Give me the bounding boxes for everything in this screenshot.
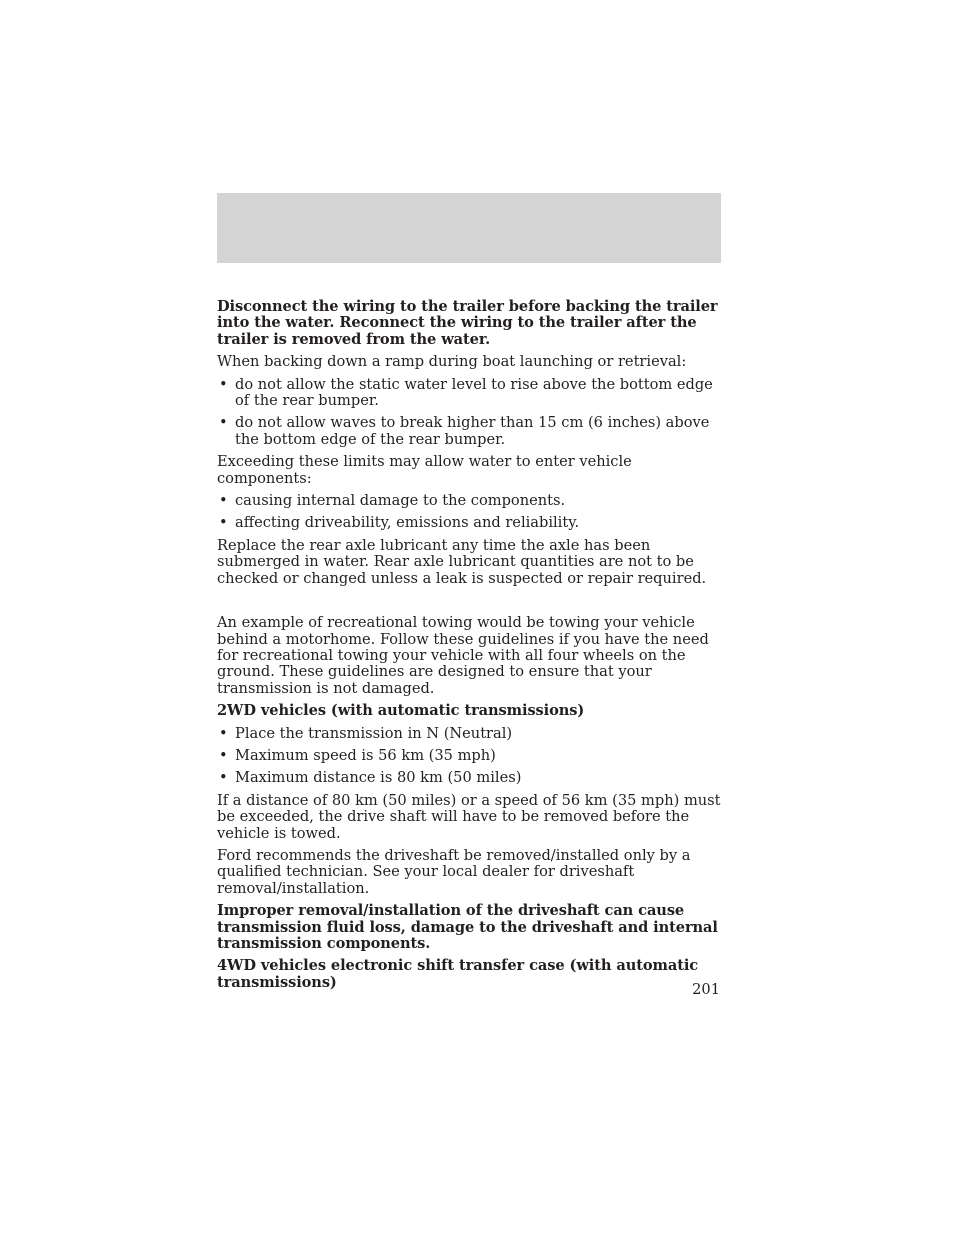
bullet-icon: • [219,769,228,787]
list-item: • Place the transmission in N (Neutral) [219,724,513,742]
axle-note: Replace the rear axle lubricant any time the axle has been submerged in water. Rear axle lubricant quantities are not to be checked or changed unless a leak is suspected or repair required. [217,536,707,587]
heading-4wd: 4WD vehicles electronic shift transfer case (with automatic transmissions) [217,957,699,991]
limits-intro: Exceeding these limits may allow water to enter vehicle components: [217,453,632,487]
bullet-icon: • [219,724,228,742]
list-item: • do not allow waves to break higher than 15 cm (6 inches) above the bottom edge of the rear bumper. [219,414,710,448]
list-item: • causing internal damage to the components. [219,492,566,510]
warning-trailer-wiring: Disconnect the wiring to the trailer before backing the trailer into the water. Reconnect the wiring to the trailer after the trailer is removed from the water. [217,298,718,348]
ford-recommends: Ford recommends the driveshaft be removed/installed only by a qualified technician. See your local dealer for driveshaft removal/installation. [217,846,691,897]
ramp-bullet-list [217,377,721,449]
bullet-icon: • [219,414,228,432]
section-header-band [217,193,721,263]
exceed-note: If a distance of 80 km (50 miles) or a speed of 56 km (35 mph) must be exceeded, the drive shaft will have to be removed before the vehicle is towed. [217,791,721,842]
recreational-intro: An example of recreational towing would be towing your vehicle behind a motorhome. Follow these guidelines if you have the need for recreational towing your vehicle with all four wheels on the ground. These guidelines are designed to ensure that your transmission is not damaged. [217,614,709,697]
list-item: • do not allow the static water level to rise above the bottom edge of the rear bumper. [219,375,713,410]
list-item: • Maximum distance is 80 km (50 miles) [219,769,522,787]
heading-2wd: 2WD vehicles (with automatic transmissions) [217,702,585,720]
page-content [217,299,721,997]
ramp-intro: When backing down a ramp during boat launching or retrieval: [217,353,687,371]
list-item: • Maximum speed is 56 km (35 mph) [219,746,496,764]
warning-driveshaft: Improper removal/installation of the driveshaft can cause transmission fluid loss, damage to the driveshaft and internal transmission components. [217,902,718,952]
bullet-icon: • [219,746,228,764]
bullet-icon: • [219,375,228,393]
list-item: • affecting driveability, emissions and reliability. [219,514,580,532]
bullet-icon: • [219,492,228,510]
2wd-bullet-list [217,726,721,787]
limits-bullet-list [217,493,721,532]
page-number: 201 [692,981,720,998]
bullet-icon: • [219,514,228,532]
